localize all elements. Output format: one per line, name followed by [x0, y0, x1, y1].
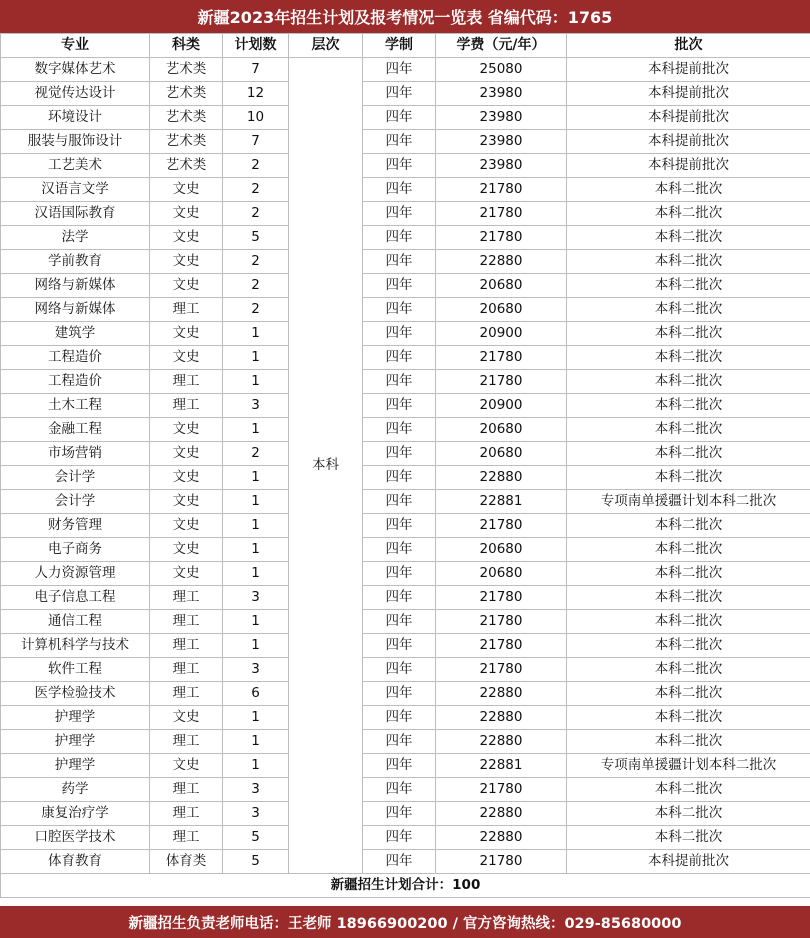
- duration-cell: 四年: [363, 442, 436, 466]
- plan-count-cell: 7: [223, 58, 289, 82]
- batch-cell: 本科二批次: [567, 322, 810, 346]
- duration-cell: 四年: [363, 658, 436, 682]
- major-cell: 通信工程: [1, 610, 150, 634]
- batch-cell: 本科二批次: [567, 202, 810, 226]
- duration-cell: 四年: [363, 850, 436, 874]
- category-cell: 艺术类: [150, 82, 223, 106]
- plan-count-cell: 1: [223, 730, 289, 754]
- fee-cell: 21780: [436, 634, 567, 658]
- batch-cell: 本科二批次: [567, 442, 810, 466]
- duration-cell: 四年: [363, 562, 436, 586]
- batch-cell: 本科二批次: [567, 274, 810, 298]
- header-major: 专业: [1, 34, 150, 58]
- table-row: [1, 130, 810, 154]
- batch-cell: 本科二批次: [567, 178, 810, 202]
- fee-cell: 20680: [436, 442, 567, 466]
- plan-count-cell: 3: [223, 778, 289, 802]
- fee-cell: 22881: [436, 754, 567, 778]
- table-row: [1, 178, 810, 202]
- table-row: [1, 586, 810, 610]
- table-row: [1, 778, 810, 802]
- plan-count-cell: 1: [223, 370, 289, 394]
- plan-count-cell: 1: [223, 466, 289, 490]
- major-cell: 服装与服饰设计: [1, 130, 150, 154]
- major-cell: 工艺美术: [1, 154, 150, 178]
- batch-cell: 本科二批次: [567, 634, 810, 658]
- duration-cell: 四年: [363, 250, 436, 274]
- header-duration: 学制: [363, 34, 436, 58]
- table-row: [1, 394, 810, 418]
- plan-count-cell: 2: [223, 202, 289, 226]
- category-cell: 文史: [150, 178, 223, 202]
- fee-cell: 23980: [436, 82, 567, 106]
- contact-banner: 新疆招生负责老师电话：王老师 18966900200 / 官方咨询热线：029-85680000: [0, 906, 810, 938]
- plan-count-cell: 1: [223, 490, 289, 514]
- plan-count-cell: 2: [223, 178, 289, 202]
- plan-count-cell: 5: [223, 826, 289, 850]
- major-cell: 电子信息工程: [1, 586, 150, 610]
- duration-cell: 四年: [363, 274, 436, 298]
- duration-cell: 四年: [363, 154, 436, 178]
- plan-count-cell: 5: [223, 226, 289, 250]
- major-cell: 康复治疗学: [1, 802, 150, 826]
- category-cell: 体育类: [150, 850, 223, 874]
- major-cell: 工程造价: [1, 370, 150, 394]
- batch-cell: 本科提前批次: [567, 154, 810, 178]
- batch-cell: 专项南单援疆计划本科二批次: [567, 754, 810, 778]
- batch-cell: 本科二批次: [567, 346, 810, 370]
- table-row: [1, 802, 810, 826]
- category-cell: 文史: [150, 562, 223, 586]
- major-cell: 建筑学: [1, 322, 150, 346]
- major-cell: 人力资源管理: [1, 562, 150, 586]
- plan-count-cell: 2: [223, 250, 289, 274]
- plan-count-cell: 3: [223, 586, 289, 610]
- fee-cell: 22880: [436, 826, 567, 850]
- duration-cell: 四年: [363, 226, 436, 250]
- batch-cell: 本科二批次: [567, 418, 810, 442]
- duration-cell: 四年: [363, 730, 436, 754]
- duration-cell: 四年: [363, 130, 436, 154]
- batch-cell: 本科提前批次: [567, 850, 810, 874]
- major-cell: 工程造价: [1, 346, 150, 370]
- category-cell: 文史: [150, 274, 223, 298]
- major-cell: 市场营销: [1, 442, 150, 466]
- major-cell: 软件工程: [1, 658, 150, 682]
- plan-count-cell: 1: [223, 514, 289, 538]
- category-cell: 文史: [150, 538, 223, 562]
- category-cell: 艺术类: [150, 58, 223, 82]
- fee-cell: 21780: [436, 370, 567, 394]
- table-row: [1, 466, 810, 490]
- table-row: [1, 442, 810, 466]
- batch-cell: 本科二批次: [567, 730, 810, 754]
- fee-cell: 22880: [436, 730, 567, 754]
- category-cell: 文史: [150, 706, 223, 730]
- table-row: [1, 634, 810, 658]
- category-cell: 文史: [150, 514, 223, 538]
- fee-cell: 21780: [436, 778, 567, 802]
- table-row: [1, 562, 810, 586]
- batch-cell: 本科二批次: [567, 610, 810, 634]
- major-cell: 网络与新媒体: [1, 298, 150, 322]
- duration-cell: 四年: [363, 802, 436, 826]
- plan-count-cell: 2: [223, 274, 289, 298]
- fee-cell: 22880: [436, 682, 567, 706]
- table-row: [1, 82, 810, 106]
- plan-count-cell: 6: [223, 682, 289, 706]
- major-cell: 口腔医学技术: [1, 826, 150, 850]
- major-cell: 药学: [1, 778, 150, 802]
- fee-cell: 21780: [436, 610, 567, 634]
- table-row: [1, 754, 810, 778]
- duration-cell: 四年: [363, 322, 436, 346]
- major-cell: 金融工程: [1, 418, 150, 442]
- category-cell: 理工: [150, 370, 223, 394]
- fee-cell: 20900: [436, 322, 567, 346]
- duration-cell: 四年: [363, 298, 436, 322]
- major-cell: 计算机科学与技术: [1, 634, 150, 658]
- duration-cell: 四年: [363, 754, 436, 778]
- category-cell: 艺术类: [150, 154, 223, 178]
- table-row: [1, 610, 810, 634]
- category-cell: 文史: [150, 202, 223, 226]
- fee-cell: 21780: [436, 514, 567, 538]
- fee-cell: 22880: [436, 466, 567, 490]
- fee-cell: 22881: [436, 490, 567, 514]
- batch-cell: 本科二批次: [567, 514, 810, 538]
- table-body: [1, 58, 810, 874]
- table-row: [1, 274, 810, 298]
- fee-cell: 20680: [436, 298, 567, 322]
- table-row: [1, 730, 810, 754]
- table-row: [1, 322, 810, 346]
- header-level: 层次: [289, 34, 363, 58]
- plan-count-cell: 2: [223, 154, 289, 178]
- major-cell: 医学检验技术: [1, 682, 150, 706]
- batch-cell: 本科二批次: [567, 226, 810, 250]
- duration-cell: 四年: [363, 58, 436, 82]
- major-cell: 数字媒体艺术: [1, 58, 150, 82]
- plan-count-cell: 3: [223, 658, 289, 682]
- header-plan: 计划数: [223, 34, 289, 58]
- fee-cell: 20680: [436, 274, 567, 298]
- plan-count-cell: 1: [223, 610, 289, 634]
- table-row: [1, 202, 810, 226]
- plan-count-cell: 1: [223, 706, 289, 730]
- table-row: [1, 370, 810, 394]
- duration-cell: 四年: [363, 826, 436, 850]
- major-cell: 护理学: [1, 730, 150, 754]
- header-fee: 学费（元/年）: [436, 34, 567, 58]
- fee-cell: 22880: [436, 706, 567, 730]
- major-cell: 护理学: [1, 706, 150, 730]
- duration-cell: 四年: [363, 706, 436, 730]
- plan-count-cell: 7: [223, 130, 289, 154]
- fee-cell: 21780: [436, 658, 567, 682]
- batch-cell: 本科提前批次: [567, 106, 810, 130]
- fee-cell: 21780: [436, 586, 567, 610]
- table-row: [1, 346, 810, 370]
- plan-count-cell: 1: [223, 346, 289, 370]
- major-cell: 护理学: [1, 754, 150, 778]
- batch-cell: 本科二批次: [567, 658, 810, 682]
- fee-cell: 21780: [436, 178, 567, 202]
- duration-cell: 四年: [363, 514, 436, 538]
- plan-count-cell: 1: [223, 418, 289, 442]
- batch-cell: 本科二批次: [567, 826, 810, 850]
- table-row: [1, 538, 810, 562]
- table-row: [1, 226, 810, 250]
- plan-count-cell: 10: [223, 106, 289, 130]
- duration-cell: 四年: [363, 346, 436, 370]
- category-cell: 文史: [150, 490, 223, 514]
- table-row: [1, 154, 810, 178]
- plan-count-cell: 3: [223, 802, 289, 826]
- category-cell: 理工: [150, 826, 223, 850]
- table-row: [1, 514, 810, 538]
- fee-cell: 21780: [436, 850, 567, 874]
- category-cell: 文史: [150, 442, 223, 466]
- level-cell: 本科: [289, 58, 363, 874]
- fee-cell: 23980: [436, 106, 567, 130]
- duration-cell: 四年: [363, 394, 436, 418]
- duration-cell: 四年: [363, 106, 436, 130]
- fee-cell: 25080: [436, 58, 567, 82]
- batch-cell: 专项南单援疆计划本科二批次: [567, 490, 810, 514]
- admission-plan-table: [0, 33, 810, 898]
- duration-cell: 四年: [363, 634, 436, 658]
- category-cell: 文史: [150, 466, 223, 490]
- category-cell: 理工: [150, 658, 223, 682]
- duration-cell: 四年: [363, 610, 436, 634]
- fee-cell: 21780: [436, 202, 567, 226]
- fee-cell: 23980: [436, 130, 567, 154]
- fee-cell: 20680: [436, 562, 567, 586]
- table-row: [1, 250, 810, 274]
- major-cell: 会计学: [1, 466, 150, 490]
- fee-cell: 21780: [436, 346, 567, 370]
- major-cell: 环境设计: [1, 106, 150, 130]
- major-cell: 会计学: [1, 490, 150, 514]
- category-cell: 文史: [150, 322, 223, 346]
- batch-cell: 本科二批次: [567, 586, 810, 610]
- major-cell: 体育教育: [1, 850, 150, 874]
- plan-count-cell: 1: [223, 754, 289, 778]
- category-cell: 文史: [150, 418, 223, 442]
- fee-cell: 22880: [436, 802, 567, 826]
- table-row: [1, 490, 810, 514]
- plan-count-cell: 5: [223, 850, 289, 874]
- batch-cell: 本科二批次: [567, 370, 810, 394]
- category-cell: 理工: [150, 298, 223, 322]
- plan-count-cell: 1: [223, 322, 289, 346]
- plan-count-cell: 1: [223, 634, 289, 658]
- major-cell: 法学: [1, 226, 150, 250]
- category-cell: 理工: [150, 610, 223, 634]
- batch-cell: 本科二批次: [567, 802, 810, 826]
- duration-cell: 四年: [363, 178, 436, 202]
- table-header-row: [1, 34, 810, 58]
- duration-cell: 四年: [363, 466, 436, 490]
- category-cell: 艺术类: [150, 130, 223, 154]
- batch-cell: 本科提前批次: [567, 58, 810, 82]
- plan-count-cell: 1: [223, 562, 289, 586]
- category-cell: 理工: [150, 586, 223, 610]
- plan-count-cell: 1: [223, 538, 289, 562]
- duration-cell: 四年: [363, 370, 436, 394]
- batch-cell: 本科二批次: [567, 682, 810, 706]
- batch-cell: 本科二批次: [567, 466, 810, 490]
- table-row: [1, 826, 810, 850]
- category-cell: 理工: [150, 778, 223, 802]
- batch-cell: 本科二批次: [567, 298, 810, 322]
- plan-count-cell: 2: [223, 298, 289, 322]
- batch-cell: 本科提前批次: [567, 82, 810, 106]
- category-cell: 理工: [150, 802, 223, 826]
- duration-cell: 四年: [363, 418, 436, 442]
- total-row: [1, 874, 810, 898]
- batch-cell: 本科二批次: [567, 562, 810, 586]
- fee-cell: 23980: [436, 154, 567, 178]
- fee-cell: 21780: [436, 226, 567, 250]
- major-cell: 土木工程: [1, 394, 150, 418]
- plan-count-cell: 3: [223, 394, 289, 418]
- category-cell: 理工: [150, 682, 223, 706]
- header-batch: 批次: [567, 34, 810, 58]
- batch-cell: 本科提前批次: [567, 130, 810, 154]
- table-row: [1, 706, 810, 730]
- duration-cell: 四年: [363, 586, 436, 610]
- plan-count-cell: 12: [223, 82, 289, 106]
- batch-cell: 本科二批次: [567, 250, 810, 274]
- duration-cell: 四年: [363, 682, 436, 706]
- category-cell: 理工: [150, 730, 223, 754]
- fee-cell: 20680: [436, 418, 567, 442]
- fee-cell: 22880: [436, 250, 567, 274]
- major-cell: 网络与新媒体: [1, 274, 150, 298]
- category-cell: 理工: [150, 394, 223, 418]
- table-row: [1, 106, 810, 130]
- fee-cell: 20900: [436, 394, 567, 418]
- batch-cell: 本科二批次: [567, 778, 810, 802]
- batch-cell: 本科二批次: [567, 394, 810, 418]
- category-cell: 文史: [150, 346, 223, 370]
- category-cell: 理工: [150, 634, 223, 658]
- plan-count-cell: 2: [223, 442, 289, 466]
- major-cell: 视觉传达设计: [1, 82, 150, 106]
- table-row: [1, 58, 810, 82]
- batch-cell: 本科二批次: [567, 706, 810, 730]
- page-title: 新疆2023年招生计划及报考情况一览表 省编代码：1765: [0, 0, 810, 33]
- fee-cell: 20680: [436, 538, 567, 562]
- major-cell: 汉语国际教育: [1, 202, 150, 226]
- duration-cell: 四年: [363, 82, 436, 106]
- category-cell: 艺术类: [150, 106, 223, 130]
- major-cell: 财务管理: [1, 514, 150, 538]
- major-cell: 学前教育: [1, 250, 150, 274]
- table-row: [1, 418, 810, 442]
- duration-cell: 四年: [363, 202, 436, 226]
- category-cell: 文史: [150, 250, 223, 274]
- header-category: 科类: [150, 34, 223, 58]
- duration-cell: 四年: [363, 778, 436, 802]
- table-row: [1, 850, 810, 874]
- plan-total: 新疆招生计划合计：100: [1, 874, 810, 898]
- batch-cell: 本科二批次: [567, 538, 810, 562]
- major-cell: 电子商务: [1, 538, 150, 562]
- table-row: [1, 658, 810, 682]
- table-row: [1, 298, 810, 322]
- duration-cell: 四年: [363, 490, 436, 514]
- major-cell: 汉语言文学: [1, 178, 150, 202]
- duration-cell: 四年: [363, 538, 436, 562]
- category-cell: 文史: [150, 754, 223, 778]
- category-cell: 文史: [150, 226, 223, 250]
- table-row: [1, 682, 810, 706]
